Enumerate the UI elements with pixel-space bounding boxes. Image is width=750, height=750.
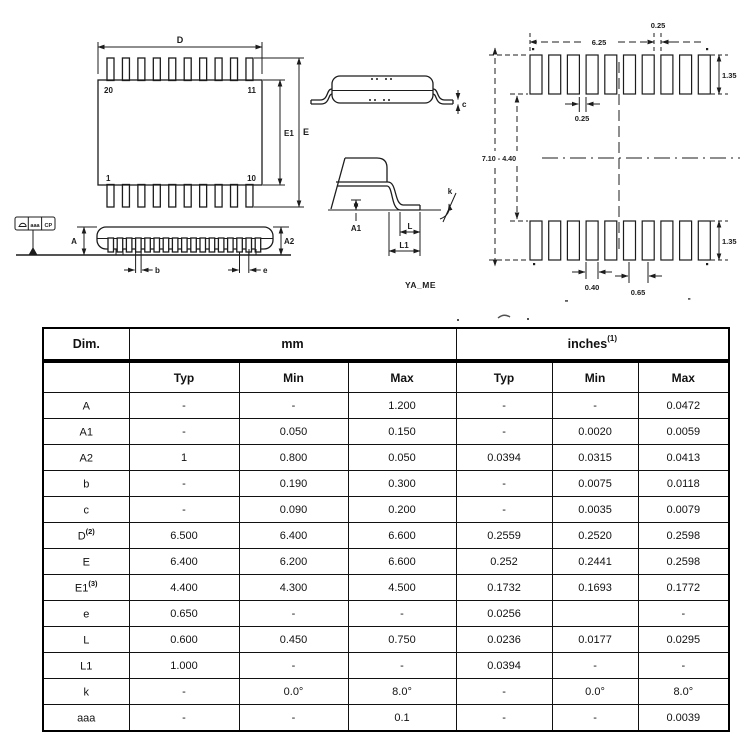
dim-label-pad-height-bottom: 1.35 (722, 237, 737, 246)
value-cell: 1.200 (348, 393, 456, 419)
table-row (43, 679, 729, 705)
value-cell: 0.0039 (638, 705, 729, 732)
value-cell: 0.0394 (456, 653, 552, 679)
header-empty (43, 361, 129, 393)
value-cell: - (129, 471, 239, 497)
value-cell: 0.0236 (456, 627, 552, 653)
table-row (43, 523, 729, 549)
value-cell: - (638, 653, 729, 679)
seating-plane-icon (19, 223, 27, 226)
value-cell: 0.0° (552, 679, 638, 705)
hidden-contour-dots (369, 78, 392, 101)
value-cell: 0.0020 (552, 419, 638, 445)
value-cell: 0.1693 (552, 575, 638, 601)
value-cell: 0.750 (348, 627, 456, 653)
value-cell: 0.1 (348, 705, 456, 732)
value-cell: 8.0° (348, 679, 456, 705)
dim-cell: E1$^{(3)}$ (43, 575, 129, 601)
value-cell: 0.2598 (638, 549, 729, 575)
dim-label-A: A (71, 237, 77, 246)
dim-cell: $D^{(2)}$ (43, 523, 129, 549)
dim-cell: L (43, 627, 129, 653)
footprint-top-pads (530, 55, 710, 94)
table-group-header-row (43, 328, 729, 361)
value-cell: - (129, 497, 239, 523)
value-cell: 0.190 (239, 471, 348, 497)
dim-cell: b (43, 471, 129, 497)
dim-label-A2: A2 (284, 237, 295, 246)
header-in-typ: Typ (456, 361, 552, 393)
value-cell: - (129, 705, 239, 732)
value-cell: 6.400 (129, 549, 239, 575)
dim-label-pitch: 0.65 (630, 288, 646, 297)
value-cell: 0.1772 (638, 575, 729, 601)
package-side-view-diagram (71, 227, 295, 275)
value-cell: 0.2441 (552, 549, 638, 575)
package-profile-view-diagram (311, 76, 467, 114)
table-row (43, 653, 729, 679)
dim-label-L: L (407, 222, 413, 231)
dim-label-k: k (447, 187, 453, 196)
table-row (43, 627, 729, 653)
value-cell: - (638, 601, 729, 627)
pin-number-20: 20 (104, 86, 113, 95)
value-cell: 0.0° (239, 679, 348, 705)
footprint-bottom-pads (530, 221, 710, 260)
value-cell: 0.090 (239, 497, 348, 523)
dim-cell: aaa (43, 705, 129, 732)
value-cell: - (552, 393, 638, 419)
value-cell: 0.0079 (638, 497, 729, 523)
value-cell: - (456, 679, 552, 705)
dim-label-pad-height-top: 1.35 (722, 71, 737, 80)
datum-tolerance-label: aaa (30, 223, 40, 229)
value-cell: 0.800 (239, 445, 348, 471)
value-cell: 0.450 (239, 627, 348, 653)
mechanical-drawings (0, 0, 750, 330)
value-cell: - (129, 419, 239, 445)
table-row (43, 393, 729, 419)
value-cell: 0.0075 (552, 471, 638, 497)
value-cell: 0.300 (348, 471, 456, 497)
value-cell: 0.0394 (456, 445, 552, 471)
lead-detail-diagram (328, 158, 456, 290)
datum-modifier-label: CP (44, 223, 53, 229)
value-cell: 0.0118 (638, 471, 729, 497)
value-cell: 0.2559 (456, 523, 552, 549)
table-row (43, 549, 729, 575)
value-cell: 1 (129, 445, 239, 471)
dim-label-E: E (303, 127, 310, 137)
package-top-view-diagram (98, 35, 309, 207)
bottom-pins-row (107, 185, 253, 208)
value-cell: 0.0177 (552, 627, 638, 653)
value-cell: 4.500 (348, 575, 456, 601)
cropped-text-fragments (457, 298, 690, 321)
value-cell: 6.400 (239, 523, 348, 549)
package-body-outline (98, 80, 262, 185)
dim-cell: e (43, 601, 129, 627)
dim-cell: k (43, 679, 129, 705)
header-dim: Dim. (43, 328, 129, 361)
value-cell: 0.200 (348, 497, 456, 523)
dim-label-D: D (176, 35, 184, 45)
dim-label-pad-gap: 0.25 (574, 114, 590, 123)
dim-cell: A1 (43, 419, 129, 445)
drawing-reference-code: YA_ME (405, 280, 437, 290)
value-cell (552, 601, 638, 627)
header-mm-min: Min (239, 361, 348, 393)
value-cell: 4.400 (129, 575, 239, 601)
dim-cell: A (43, 393, 129, 419)
table-row (43, 471, 729, 497)
value-cell: 0.050 (348, 445, 456, 471)
datum-triangle (29, 247, 38, 255)
dim-label-c: c (462, 100, 467, 109)
value-cell: 6.500 (129, 523, 239, 549)
header-in-max: Max (638, 361, 729, 393)
value-cell: - (552, 653, 638, 679)
table-row (43, 575, 729, 601)
value-cell: 4.300 (239, 575, 348, 601)
value-cell: 0.0315 (552, 445, 638, 471)
value-cell: - (456, 705, 552, 732)
dim-cell: E (43, 549, 129, 575)
dim-label-A1: A1 (350, 224, 362, 233)
value-cell: - (456, 419, 552, 445)
table-row (43, 445, 729, 471)
table-row (43, 601, 729, 627)
value-cell: - (129, 679, 239, 705)
value-cell: 8.0° (638, 679, 729, 705)
value-cell: - (239, 653, 348, 679)
table-row (43, 705, 729, 732)
dim-label-E1: E1 (284, 129, 294, 138)
dimensions-table (42, 327, 730, 732)
value-cell: - (552, 705, 638, 732)
pin-number-10: 10 (247, 174, 256, 183)
value-cell: 0.0059 (638, 419, 729, 445)
value-cell: 0.2598 (638, 523, 729, 549)
header-mm-typ: Typ (129, 361, 239, 393)
value-cell: 0.0256 (456, 601, 552, 627)
dim-label-vertical: 7.10 - 4.40 (481, 154, 517, 163)
value-cell: - (456, 471, 552, 497)
value-cell: - (239, 705, 348, 732)
value-cell: 0.252 (456, 549, 552, 575)
value-cell: 0.0035 (552, 497, 638, 523)
value-cell: 0.650 (129, 601, 239, 627)
value-cell: 6.600 (348, 523, 456, 549)
header-in-min: Min (552, 361, 638, 393)
value-cell: - (348, 653, 456, 679)
footprint-diagram (468, 19, 740, 297)
table-sub-header-row (43, 361, 729, 393)
header-mm: mm (129, 328, 456, 361)
value-cell: 0.1732 (456, 575, 552, 601)
dim-label-b: b (155, 266, 160, 275)
value-cell: - (129, 393, 239, 419)
dim-label-e-pitch: e (263, 266, 268, 275)
top-pins-row (107, 58, 253, 81)
value-cell: - (456, 393, 552, 419)
value-cell: 6.200 (239, 549, 348, 575)
value-cell: 1.000 (129, 653, 239, 679)
header-mm-max: Max (348, 361, 456, 393)
value-cell: 0.0295 (638, 627, 729, 653)
value-cell: - (456, 497, 552, 523)
value-cell: 0.0413 (638, 445, 729, 471)
value-cell: - (239, 393, 348, 419)
header-inches: inches$^{(1)}$ (456, 328, 729, 361)
value-cell: - (348, 601, 456, 627)
table-row (43, 497, 729, 523)
table-row (43, 419, 729, 445)
value-cell: 0.0472 (638, 393, 729, 419)
dim-cell: A2 (43, 445, 129, 471)
value-cell: 6.600 (348, 549, 456, 575)
value-cell: 0.2520 (552, 523, 638, 549)
dim-label-pad-width: 0.40 (584, 283, 600, 292)
dim-label-top-gap: 0.25 (650, 21, 666, 30)
pin-number-1: 1 (106, 174, 111, 183)
value-cell: 0.050 (239, 419, 348, 445)
value-cell: 0.150 (348, 419, 456, 445)
dim-cell: L1 (43, 653, 129, 679)
dim-label-span: 6.25 (591, 38, 607, 47)
dim-cell: c (43, 497, 129, 523)
dim-label-L1: L1 (399, 241, 409, 250)
side-view-leads (108, 238, 261, 252)
value-cell: - (239, 601, 348, 627)
value-cell: 0.600 (129, 627, 239, 653)
pin-number-11: 11 (247, 86, 256, 95)
